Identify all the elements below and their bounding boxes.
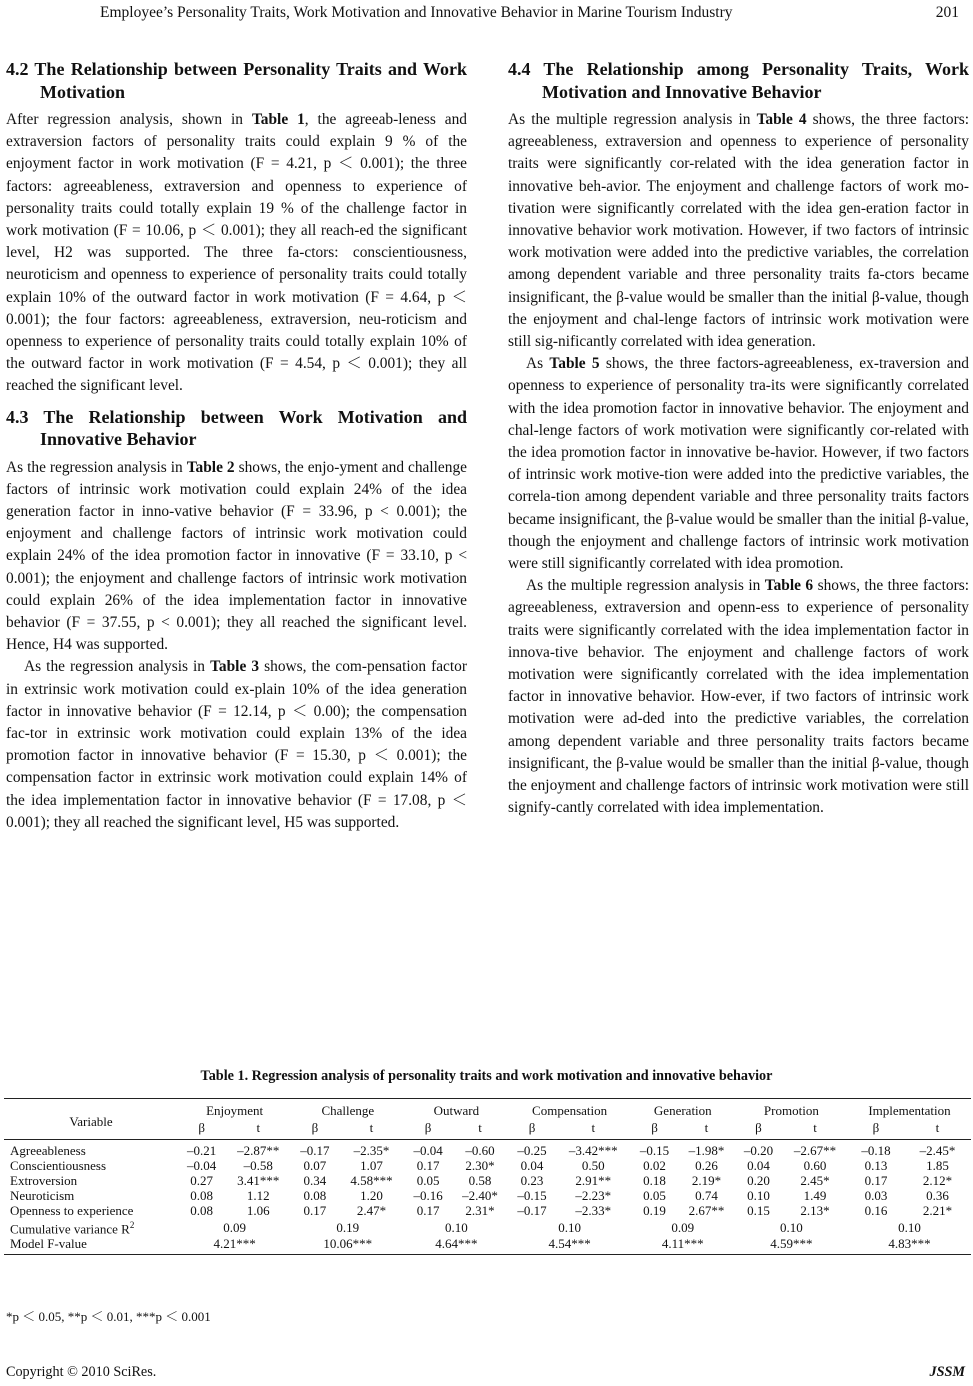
r2-value: 0.09 [671,1219,695,1235]
f-value: 4.59*** [735,1236,848,1255]
row-label: Conscientiousness [10,1158,107,1173]
table-1-caption: Table 1. Regression analysis of personality traits and work motivation and innovative behavior [200,1068,773,1084]
r2-value: 0.19 [336,1219,360,1235]
table-5-reference: Table 5 [549,355,600,373]
row-label: Openness to experience [10,1203,134,1218]
table-cell: –0.04 [187,1158,217,1173]
table-cell: 0.20 [747,1173,770,1188]
table-cell: 0.36 [926,1188,949,1203]
section-4-3-heading: 4.3 The Relationship between Work Motivation and Innovative Behavior [6,406,467,450]
table-cell: –2.87** [237,1143,280,1158]
table-cell: 0.23 [520,1173,544,1188]
table-cell: 4.58*** [350,1173,393,1188]
table-6-reference: Table 6 [764,577,814,595]
table-cell: –0.16 [413,1188,443,1203]
table-cell: 0.08 [303,1188,327,1203]
r2-value: 0.09 [223,1219,246,1235]
table-cell: 2.47* [356,1203,387,1218]
table-cell: 1.12 [246,1188,270,1203]
table-cell: –2.40* [462,1188,498,1203]
table-cell: –0.58 [243,1158,273,1173]
table-1-reference: Table 1 [251,111,305,128]
beta-header: β [735,1118,782,1140]
t-header: t [556,1118,631,1140]
beta-header: β [404,1118,451,1140]
t-header: t [225,1118,291,1140]
table-cell: 0.18 [643,1173,666,1188]
f-value: 4.21*** [178,1236,291,1255]
group-header-implementation: Implementation [848,1099,971,1119]
group-header-compensation: Compensation [508,1099,630,1119]
r2-value: 0.10 [780,1219,803,1235]
table-row [4,1140,971,1159]
table-row [4,1188,971,1203]
table-cell: 0.07 [303,1158,327,1173]
running-header [0,2,973,26]
beta-header: β [291,1118,338,1140]
right-column [508,58,969,820]
group-header-outward: Outward [404,1099,508,1119]
section-4-2-heading: 4.2 The Relationship between Personality Traits and Work Motivation [6,59,467,102]
table-cell: 0.04 [520,1158,544,1173]
table-cell: –3.42*** [568,1143,618,1158]
table-cell: 2.21* [922,1203,953,1218]
table-cell: 2.19* [691,1173,722,1188]
table-3-reference: Table 3 [210,658,260,676]
table-cell: 0.17 [864,1173,888,1188]
f-value: 10.06*** [291,1236,404,1255]
table-cell: 1.07 [360,1158,383,1173]
table-cell: 0.16 [864,1203,888,1218]
table-cell: –0.04 [413,1143,443,1158]
table-cell: 0.10 [747,1188,770,1203]
table-cell: 1.06 [246,1203,270,1218]
r2-value: 0.10 [898,1219,921,1235]
table-cell: –2.33* [575,1203,612,1218]
table-cell: 0.50 [581,1158,605,1173]
variable-header: Variable [4,1099,178,1140]
table-cell: 2.12* [922,1173,953,1188]
table-cell: –2.23* [575,1188,612,1203]
table-cell: 0.05 [416,1173,440,1188]
table-cell: –1.98* [688,1143,725,1158]
table-row [4,1158,971,1173]
r2-label: Cumulative variance $R^2$ [10,1220,135,1237]
table-cell: –0.17 [300,1143,330,1158]
table-cell: –2.35* [353,1143,390,1158]
table-cell: –0.15 [639,1143,670,1158]
section-4-4-paragraph-2: As Table 5 shows, the three factors-agreeableness, ex-traversion and openness to experience of personality tra-its were significantly correlated with the idea promotion factor in innovative behavior. The enjoyment and chal-lenge factors of work motivation were significantly cor-related with the idea promotion factor in innovative be-havior. However, if two factors of intrinsic work motive-tion were added into the predictive variables, the correla-tion among dependent variable and three personality traits factors became insignificant, the β-value would be smaller than the initial β-value, though the enjoyment and challenge factors of intrinsic work motivation were still significantly correlated with idea promotion. [508,355,969,573]
table-cell: –0.20 [743,1143,774,1158]
table-cell: 0.04 [747,1158,770,1173]
table-cell: 0.17 [303,1203,327,1218]
t-header: t [339,1118,405,1140]
t-header: t [452,1118,509,1140]
table-cell: 0.03 [864,1188,888,1203]
beta-header: β [631,1118,678,1140]
row-label: Agreeableness [10,1143,86,1158]
table-cell: 0.02 [643,1158,666,1173]
table-cell: 2.45* [800,1173,830,1188]
group-header-challenge: Challenge [291,1099,404,1119]
table-cell: 1.85 [926,1158,949,1173]
t-header: t [678,1118,735,1140]
table-4-reference: Table 4 [756,111,807,128]
table-cell: 1.20 [360,1188,383,1203]
table-cell: –0.25 [517,1143,547,1158]
group-header-enjoyment: Enjoyment [178,1099,291,1119]
beta-header: β [178,1118,225,1140]
table-cell: –2.67** [793,1143,837,1158]
f-value: 4.54*** [508,1236,630,1255]
table-row-f [4,1236,971,1255]
table-cell: –0.15 [517,1188,547,1203]
t-header: t [782,1118,848,1140]
table-body [4,1140,971,1255]
table-cell: 0.58 [468,1173,492,1188]
table-cell: –0.60 [465,1143,495,1158]
table-cell: 1.49 [803,1188,827,1203]
group-header-promotion: Promotion [735,1099,848,1119]
table-cell: 0.27 [190,1173,214,1188]
row-label: Extroversion [10,1173,78,1188]
table-cell: 2.13* [800,1203,830,1218]
table-cell: –0.18 [861,1143,891,1158]
table-2-reference: Table 2 [186,458,235,476]
section-4-4-paragraph-1: As the multiple regression analysis in Table 4 shows, the three factors: agreeableness, extraversion and openness to experience of personality traits were significantly cor-related with the idea generation factor in innovative beh-avior. The enjoyment and challenge factors of work mo-tivation were significantly correlated with the idea gen-eration factor in innovative behavior work motivation. However, if two factors of intrinsic work motivation were added into the predictive variables, the correlation among dependent variable and three personality traits fa-ctors became insignificant, the β-value would be smaller than the initial β-value, though the enjoyment and chal-lenge factors of intrinsic work motivation were still sig-nificantly correlated with idea generation. [508,111,970,351]
table-cell: 3.41*** [237,1173,280,1188]
r2-value: 0.10 [558,1219,581,1235]
table-cell: 2.31* [465,1203,495,1218]
section-4-3-paragraph-1: As the regression analysis in Table 2 shows, the enjo-yment and challenge factors of intrinsic work motivation could explain 24% of the idea generation factor in inno-vative behavior (F = 33.96, p < 0.001); the enjoyment and challenge factors of intrinsic work motivation could explain 24% of the idea promotion factor in innovative (F = 33.10, p < 0.001); the enjoyment and challenge factors of intrinsic work motivation could explain 26% of the idea implementation factor in innovative behavior (F = 37.55, p < 0.001); they all reached the significant level. Hence, H4 was supported. [6,458,467,654]
table-cell: 0.34 [303,1173,327,1188]
table-cell: –0.21 [187,1143,217,1158]
table-row-r2 [4,1218,971,1236]
table-cell: 0.08 [190,1203,214,1218]
table-group-header-row [4,1099,971,1119]
section-4-2-paragraph: After regression analysis, shown in Table 1, the agreeab-leness and extraversion factors of personality traits could explain 9 % of the enjoyment factor in work motivation (F = 4.21, p ＜ 0.001); the three factors: agreeableness, extraversion and openness to experience of personality traits could totally explain 19 % of the challenge factor in work motivation (F = 10.06, p ＜ 0.001); they all reach-ed the significant level, H2 was supported. The three fa-ctors: conscientiousness, neuroticism and openness to experience of personality traits could totally explain 10% of the outward factor in work motivation (F = 4.64, p ＜ 0.001); the four factors: agreeableness, extraversion, neu-roticism and openness to experience of personality traits could totally explain 10% of the outward factor in work motivation (F = 4.54, p ＜ 0.001); they all reached the significant level. [6,111,467,395]
table-cell: –2.45* [919,1143,956,1158]
copyright-text: Copyright © 2010 SciRes. [6,1364,157,1380]
f-value: 4.11*** [631,1236,735,1255]
table-cell: 2.91** [575,1173,612,1188]
table-row [4,1173,971,1188]
f-label: Model F-value [4,1236,178,1255]
table-cell: 0.26 [695,1158,718,1173]
table-cell: 0.17 [416,1158,440,1173]
table-cell: 0.15 [747,1203,770,1218]
left-column [6,58,467,834]
table-cell: 2.67** [688,1203,725,1218]
table-cell: 2.30* [465,1158,495,1173]
group-header-generation: Generation [631,1099,735,1119]
table-1 [4,1098,971,1255]
f-value: 4.64*** [404,1236,508,1255]
table-cell: –0.17 [517,1203,547,1218]
section-4-4-paragraph-3: As the multiple regression analysis in Table 6 shows, the three factors: agreeableness, extraversion and openn-ess to experience of personality traits were significantly correlated with the idea implementation factor in innova-tive behavior. The enjoyment and challenge factors of work motivation were significantly correlated with the idea implementation factor in innovative behavior. How-ever, if two factors of intrinsic work motivation were ad-ded into the predictive variables, the correlation among dependent variable and three personality traits factors became insignificant, the β-value would be smaller than the initial β-value, though the enjoyment and challenge factors of intrinsic work motivation were still signify-cantly correlated with idea implementation. [508,577,969,817]
table-cell: 0.60 [803,1158,827,1173]
table-cell: 0.17 [416,1203,440,1218]
section-4-3-paragraph-2: As the regression analysis in Table 3 shows, the com-pensation factor in extrinsic work motivation could ex-plain 10% of the idea generation factor in innovative behavior (F = 12.14, p ＜ 0.00); the compensation fac-tor in extrinsic work motivation could explain 13% of the idea promotion factor in innovative behavior (F = 15.30, p ＜ 0.001); the compensation factor in extrinsic work motivation could explain 14% of the idea implementation factor in innovative behavior (F = 17.08, p ＜ 0.001); they all reached the significant level, H5 was supported. [6,658,467,831]
beta-header: β [848,1118,904,1140]
section-4-4-heading: 4.4 The Relationship among Personality Traits, Work Motivation and Innovative Behavior [508,59,969,102]
running-title: Employee’s Personality Traits, Work Motivation and Innovative Behavior in Marine Tourism Industry [100,4,733,21]
journal-name: JSSM [929,1364,965,1380]
table-cell: 0.19 [643,1203,666,1218]
page-number: 201 [935,4,959,21]
t-header: t [904,1118,971,1140]
table-cell: 0.74 [695,1188,718,1203]
significance-note: *p ＜ 0.05, **p ＜ 0.01, ***p ＜ 0.001 [6,1309,211,1324]
row-label: Neuroticism [10,1188,75,1203]
table-row [4,1203,971,1218]
f-value: 4.83*** [848,1236,971,1255]
table-cell: 0.08 [190,1188,214,1203]
table-cell: 0.13 [864,1158,888,1173]
table-cell: 0.05 [643,1188,666,1203]
beta-header: β [508,1118,555,1140]
r2-value: 0.10 [445,1219,468,1235]
